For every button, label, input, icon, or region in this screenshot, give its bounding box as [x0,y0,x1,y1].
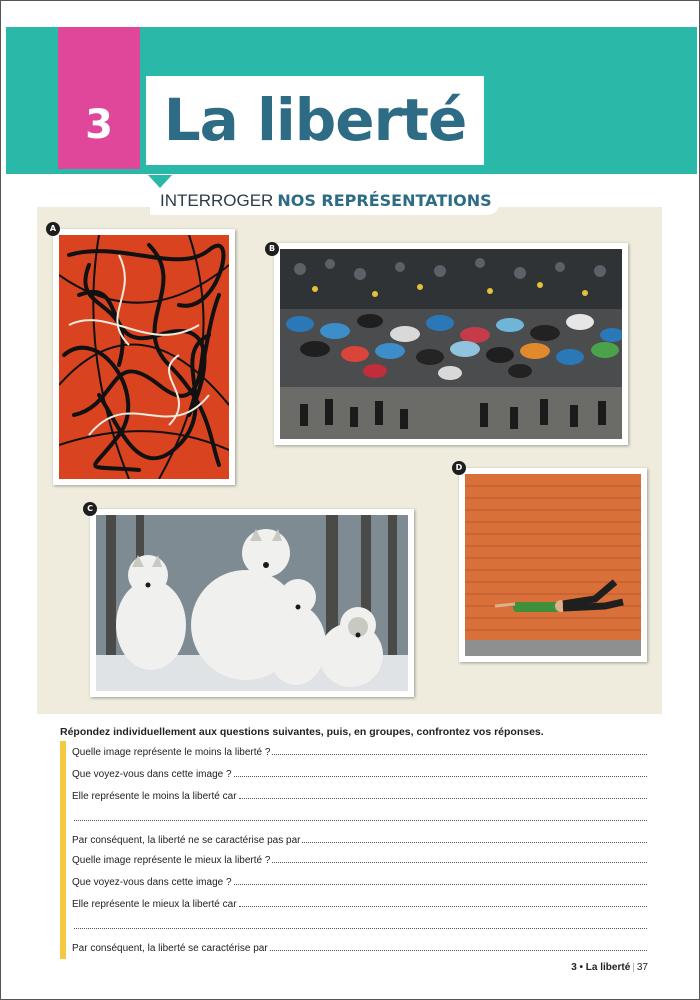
question-line[interactable]: Quelle image représente le mieux la liberté ? [66,849,647,871]
question-line[interactable]: Par conséquent, la liberté se caractérise par [66,937,647,959]
question-line[interactable]: Que voyez-vous dans cette image ? [66,763,647,785]
question-line[interactable]: Que voyez-vous dans cette image ? [66,871,647,893]
white-wolves-image [96,515,408,691]
abstract-painting-image [59,235,229,479]
answer-line[interactable] [66,807,647,829]
page-footer [571,962,648,973]
question-line[interactable]: Par conséquent, la liberté ne se caractérise pas par [66,829,647,851]
question-block-2 [60,849,647,959]
image-b [274,243,628,445]
question-block-1 [60,741,647,851]
footer-separator: | [632,962,635,973]
page-number: 37 [636,962,648,973]
crowd-umbrellas-image [280,249,622,439]
question-line[interactable]: Quelle image représente le moins la liberté ? [66,741,647,763]
question-line[interactable]: Elle représente le moins la liberté car [66,785,647,807]
levitating-person-image [465,474,641,656]
section-tab-notch [148,175,172,188]
image-b-label: B [265,242,279,256]
instructions: Répondez individuellement aux questions suivantes, puis, en groupes, confrontez vos réponses. [60,726,544,738]
image-c-label: C [83,502,97,516]
question-line[interactable]: Elle représente le mieux la liberté car [66,893,647,915]
section-heading [160,190,492,212]
image-d-label: D [452,461,466,475]
image-a-label: A [46,222,60,236]
answer-line[interactable] [66,915,647,937]
image-a [53,229,235,485]
footer-chapter: 3 • La liberté [571,962,631,973]
chapter-title: La liberté [163,86,467,154]
section-prefix: INTERROGER [160,191,274,210]
image-d [459,468,647,662]
section-title: NOS REPRÉSENTATIONS [277,191,492,210]
image-c [90,509,414,697]
chapter-number: 3 [85,102,113,148]
